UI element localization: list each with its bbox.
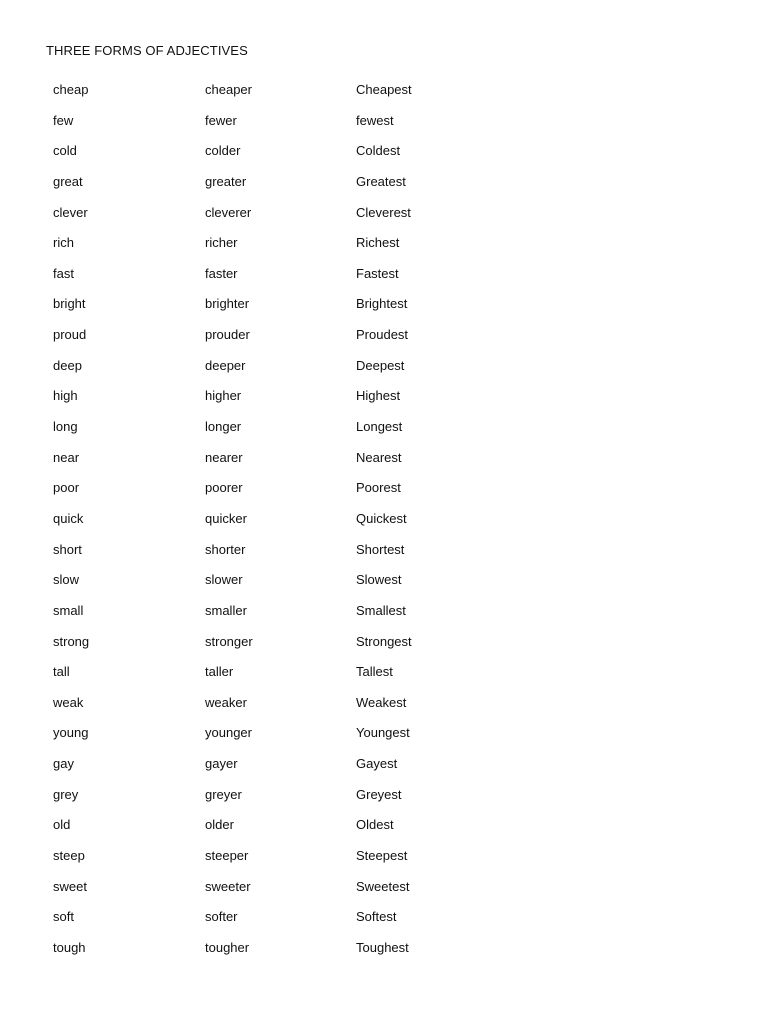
positive-form-cell: sweet [53,878,87,894]
positive-form-cell: fast [53,265,74,281]
superlative-form-cell: Strongest [356,633,412,649]
positive-form-cell: old [53,817,71,833]
superlative-form-cell: Toughest [356,939,409,955]
positive-form-cell: high [53,388,78,404]
superlative-form-cell: Youngest [356,725,410,741]
comparative-form-cell: softer [205,909,238,925]
table-row [53,319,473,350]
comparative-form-cell: younger [205,725,252,741]
comparative-form-cell: cleverer [205,204,252,220]
positive-form-cell: great [53,173,83,189]
superlative-form-cell: Poorest [356,480,401,496]
document-title: THREE FORMS OF ADJECTIVES [46,43,248,58]
table-row [53,258,473,289]
comparative-form-cell: gayer [205,756,238,772]
table-row [53,442,473,473]
positive-form-cell: tough [53,939,86,955]
comparative-form-cell: longer [205,419,242,435]
comparative-form-cell: slower [205,572,243,588]
table-row [53,105,473,136]
comparative-form-cell: sweeter [205,878,251,894]
comparative-form-cell: poorer [205,480,243,496]
comparative-form-cell: brighter [205,296,250,312]
comparative-form-cell: cheaper [205,82,252,97]
comparative-form-cell: colder [205,143,241,159]
superlative-form-cell: Quickest [356,510,407,526]
superlative-form-cell: Greatest [356,173,406,189]
superlative-form-cell: fewest [356,112,394,128]
comparative-form-cell: higher [205,388,242,404]
positive-form-cell: cheap [53,82,89,97]
table-row [53,166,473,197]
comparative-form-cell: greyer [205,786,242,802]
adjective-forms-table [53,74,473,963]
superlative-form-cell: Highest [356,388,401,404]
table-row [53,687,473,718]
positive-form-cell: near [53,449,80,465]
positive-form-cell: cold [53,143,77,159]
positive-form-cell: quick [53,510,84,526]
comparative-form-cell: shorter [205,541,246,557]
comparative-form-cell: prouder [205,327,250,343]
table-row [53,901,473,932]
positive-form-cell: grey [53,786,79,802]
comparative-form-cell: greater [205,173,247,189]
positive-form-cell: small [53,602,84,618]
table-row [53,656,473,687]
table-row [53,809,473,840]
positive-form-cell: slow [53,572,80,588]
comparative-form-cell: older [205,817,234,833]
superlative-form-cell: Proudest [356,327,409,343]
comparative-form-cell: smaller [205,602,247,618]
superlative-form-cell: Shortest [356,541,405,557]
table-row [53,135,473,166]
positive-form-cell: soft [53,909,74,925]
superlative-form-cell: Greyest [356,786,402,802]
table-row [53,534,473,565]
positive-form-cell: bright [53,296,86,312]
superlative-form-cell: Steepest [356,848,408,864]
positive-form-cell: clever [53,204,88,220]
superlative-form-cell: Longest [356,419,403,435]
table-row [53,748,473,779]
positive-form-cell: poor [53,480,80,496]
superlative-form-cell: Sweetest [356,878,410,894]
superlative-form-cell: Oldest [356,817,394,833]
positive-form-cell: rich [53,235,74,251]
comparative-form-cell: tougher [205,939,250,955]
table-row [53,595,473,626]
superlative-form-cell: Richest [356,235,400,251]
table-row [53,472,473,503]
positive-form-cell: tall [53,664,70,680]
superlative-form-cell: Deepest [356,357,405,373]
table-row [53,626,473,657]
comparative-form-cell: steeper [205,848,249,864]
comparative-form-cell: stronger [205,633,253,649]
superlative-form-cell: Tallest [356,664,393,680]
table-row [53,717,473,748]
positive-form-cell: strong [53,633,90,649]
table-row [53,227,473,258]
superlative-form-cell: Cleverest [356,204,411,220]
superlative-form-cell: Nearest [356,449,402,465]
table-row [53,871,473,902]
table-row [53,74,473,105]
comparative-form-cell: fewer [205,112,237,128]
table-row [53,411,473,442]
table-row [53,288,473,319]
comparative-form-cell: quicker [205,510,247,526]
superlative-form-cell: Weakest [356,694,407,710]
table-row [53,350,473,381]
superlative-form-cell: Cheapest [356,82,412,97]
table-row [53,840,473,871]
table-row [53,380,473,411]
superlative-form-cell: Smallest [356,602,406,618]
superlative-form-cell: Fastest [356,265,399,281]
comparative-form-cell: weaker [205,694,247,710]
table-row [53,564,473,595]
table-row [53,779,473,810]
table-row [53,503,473,534]
comparative-form-cell: richer [205,235,238,251]
comparative-form-cell: deeper [205,357,246,373]
comparative-form-cell: faster [205,265,238,281]
positive-form-cell: long [53,419,78,435]
positive-form-cell: few [53,112,74,128]
superlative-form-cell: Slowest [356,572,402,588]
superlative-form-cell: Coldest [356,143,401,159]
positive-form-cell: deep [53,357,82,373]
comparative-form-cell: taller [205,664,234,680]
superlative-form-cell: Gayest [356,756,398,772]
superlative-form-cell: Brightest [356,296,408,312]
positive-form-cell: proud [53,327,87,343]
positive-form-cell: steep [53,848,85,864]
superlative-form-cell: Softest [356,909,397,925]
comparative-form-cell: nearer [205,449,243,465]
table-row [53,197,473,228]
positive-form-cell: weak [53,694,84,710]
positive-form-cell: short [53,541,82,557]
table-row [53,932,473,963]
positive-form-cell: young [53,725,89,741]
positive-form-cell: gay [53,756,74,772]
